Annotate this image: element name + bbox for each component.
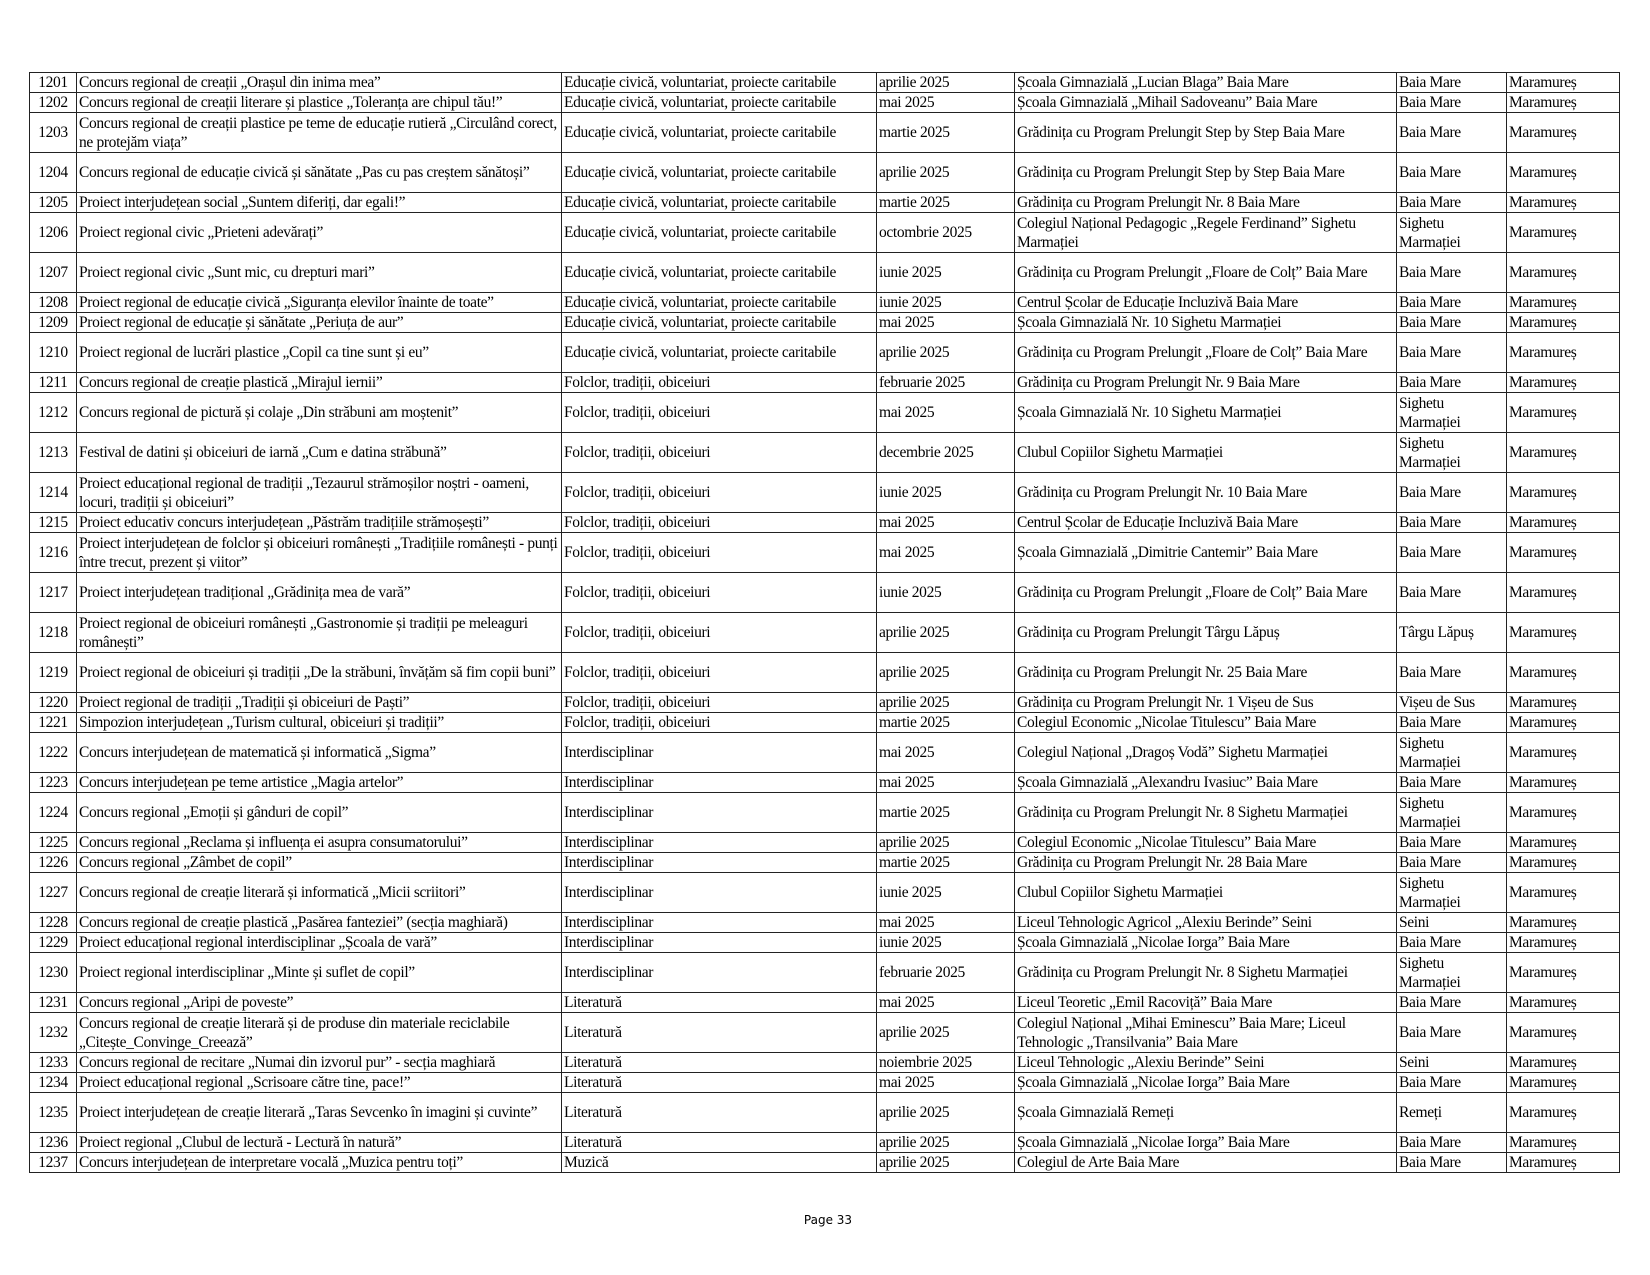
locality-cell: Baia Mare — [1397, 853, 1507, 873]
project-domain-cell: Interdisciplinar — [562, 853, 877, 873]
project-period-cell: mai 2025 — [877, 313, 1015, 333]
project-domain-cell: Educație civică, voluntariat, proiecte caritabile — [562, 153, 877, 193]
organizer-institution-cell: Grădinița cu Program Prelungit Step by Step Baia Mare — [1015, 113, 1397, 153]
project-title-cell: Concurs regional de creație plastică „Mirajul iernii” — [77, 373, 562, 393]
county-cell: Maramureș — [1507, 733, 1620, 773]
project-domain-cell: Literatură — [562, 1053, 877, 1073]
table-row — [30, 73, 1620, 93]
project-title-cell: Proiect regional de lucrări plastice „Copil ca tine sunt și eu” — [77, 333, 562, 373]
project-domain-cell: Literatură — [562, 993, 877, 1013]
county-cell: Maramureș — [1507, 93, 1620, 113]
locality-cell: Baia Mare — [1397, 333, 1507, 373]
projects-table — [29, 72, 1620, 1173]
table-row — [30, 733, 1620, 773]
project-domain-cell: Folclor, tradiții, obiceiuri — [562, 573, 877, 613]
county-cell: Maramureș — [1507, 1093, 1620, 1133]
project-title-cell: Proiect educativ concurs interjudețean „Păstrăm tradițiile strămoșești” — [77, 513, 562, 533]
project-period-cell: decembrie 2025 — [877, 433, 1015, 473]
project-title-cell: Concurs regional de recitare „Numai din izvorul pur” - secția maghiară — [77, 1053, 562, 1073]
organizer-institution-cell: Centrul Școlar de Educație Incluzivă Baia Mare — [1015, 513, 1397, 533]
project-period-cell: martie 2025 — [877, 793, 1015, 833]
project-period-cell: aprilie 2025 — [877, 1133, 1015, 1153]
row-number-cell: 1215 — [30, 513, 77, 533]
row-number-cell: 1228 — [30, 913, 77, 933]
project-period-cell: iunie 2025 — [877, 253, 1015, 293]
county-cell: Maramureș — [1507, 833, 1620, 853]
table-row — [30, 313, 1620, 333]
locality-cell: Baia Mare — [1397, 1073, 1507, 1093]
row-number-cell: 1229 — [30, 933, 77, 953]
project-title-cell: Proiect regional de obiceiuri românești „Gastronomie și tradiții pe meleaguri românești” — [77, 613, 562, 653]
project-period-cell: martie 2025 — [877, 193, 1015, 213]
row-number-cell: 1237 — [30, 1153, 77, 1173]
organizer-institution-cell: Grădinița cu Program Prelungit Nr. 25 Baia Mare — [1015, 653, 1397, 693]
project-period-cell: iunie 2025 — [877, 873, 1015, 913]
locality-cell: Baia Mare — [1397, 713, 1507, 733]
table-row — [30, 153, 1620, 193]
county-cell: Maramureș — [1507, 113, 1620, 153]
row-number-cell: 1210 — [30, 333, 77, 373]
project-period-cell: aprilie 2025 — [877, 1093, 1015, 1133]
county-cell: Maramureș — [1507, 793, 1620, 833]
organizer-institution-cell: Colegiul Național „Dragoș Vodă” Sighetu Marmației — [1015, 733, 1397, 773]
row-number-cell: 1211 — [30, 373, 77, 393]
project-period-cell: mai 2025 — [877, 1073, 1015, 1093]
project-period-cell: iunie 2025 — [877, 293, 1015, 313]
project-period-cell: mai 2025 — [877, 393, 1015, 433]
county-cell: Maramureș — [1507, 613, 1620, 653]
organizer-institution-cell: Clubul Copiilor Sighetu Marmației — [1015, 433, 1397, 473]
organizer-institution-cell: Școala Gimnazială „Nicolae Iorga” Baia Mare — [1015, 933, 1397, 953]
row-number-cell: 1214 — [30, 473, 77, 513]
project-title-cell: Concurs regional „Reclama și influența ei asupra consumatorului” — [77, 833, 562, 853]
organizer-institution-cell: Școala Gimnazială Nr. 10 Sighetu Marmației — [1015, 313, 1397, 333]
project-title-cell: Concurs interjudețean pe teme artistice „Magia artelor” — [77, 773, 562, 793]
project-domain-cell: Folclor, tradiții, obiceiuri — [562, 513, 877, 533]
locality-cell: Baia Mare — [1397, 1013, 1507, 1053]
project-domain-cell: Educație civică, voluntariat, proiecte caritabile — [562, 113, 877, 153]
project-period-cell: iunie 2025 — [877, 473, 1015, 513]
locality-cell: Baia Mare — [1397, 513, 1507, 533]
organizer-institution-cell: Colegiul Național Pedagogic „Regele Ferdinand” Sighetu Marmației — [1015, 213, 1397, 253]
project-title-cell: Concurs regional de creație literară și de produse din materiale reciclabile „Citește_Convinge_Creează” — [77, 1013, 562, 1053]
table-row — [30, 373, 1620, 393]
row-number-cell: 1205 — [30, 193, 77, 213]
table-row — [30, 833, 1620, 853]
locality-cell: Baia Mare — [1397, 993, 1507, 1013]
table-row — [30, 393, 1620, 433]
table-row — [30, 1013, 1620, 1053]
locality-cell: Baia Mare — [1397, 313, 1507, 333]
organizer-institution-cell: Colegiul Economic „Nicolae Titulescu” Baia Mare — [1015, 713, 1397, 733]
county-cell: Maramureș — [1507, 1073, 1620, 1093]
organizer-institution-cell: Școala Gimnazială „Dimitrie Cantemir” Baia Mare — [1015, 533, 1397, 573]
row-number-cell: 1225 — [30, 833, 77, 853]
locality-cell: Baia Mare — [1397, 833, 1507, 853]
table-row — [30, 653, 1620, 693]
project-title-cell: Concurs regional de creații literare și plastice „Toleranța are chipul tău!” — [77, 93, 562, 113]
project-title-cell: Concurs regional de educație civică și sănătate „Pas cu pas creștem sănătoși” — [77, 153, 562, 193]
project-domain-cell: Educație civică, voluntariat, proiecte caritabile — [562, 293, 877, 313]
table-row — [30, 773, 1620, 793]
organizer-institution-cell: Grădinița cu Program Prelungit Nr. 8 Baia Mare — [1015, 193, 1397, 213]
table-row — [30, 1093, 1620, 1133]
county-cell: Maramureș — [1507, 573, 1620, 613]
organizer-institution-cell: Grădinița cu Program Prelungit „Floare de Colț” Baia Mare — [1015, 333, 1397, 373]
project-period-cell: iunie 2025 — [877, 933, 1015, 953]
table-row — [30, 953, 1620, 993]
table-row — [30, 253, 1620, 293]
project-title-cell: Proiect educațional regional interdisciplinar „Școala de vară” — [77, 933, 562, 953]
project-title-cell: Proiect regional „Clubul de lectură - Lectură în natură” — [77, 1133, 562, 1153]
organizer-institution-cell: Grădinița cu Program Prelungit „Floare de Colț” Baia Mare — [1015, 253, 1397, 293]
table-row — [30, 713, 1620, 733]
project-period-cell: mai 2025 — [877, 913, 1015, 933]
locality-cell: Baia Mare — [1397, 1153, 1507, 1173]
locality-cell: Baia Mare — [1397, 73, 1507, 93]
project-domain-cell: Folclor, tradiții, obiceiuri — [562, 533, 877, 573]
county-cell: Maramureș — [1507, 513, 1620, 533]
project-domain-cell: Literatură — [562, 1133, 877, 1153]
project-domain-cell: Interdisciplinar — [562, 913, 877, 933]
project-domain-cell: Literatură — [562, 1013, 877, 1053]
county-cell: Maramureș — [1507, 213, 1620, 253]
locality-cell: Vișeu de Sus — [1397, 693, 1507, 713]
locality-cell: Baia Mare — [1397, 1133, 1507, 1153]
organizer-institution-cell: Grădinița cu Program Prelungit „Floare de Colț” Baia Mare — [1015, 573, 1397, 613]
row-number-cell: 1203 — [30, 113, 77, 153]
locality-cell: Sighetu Marmației — [1397, 733, 1507, 773]
county-cell: Maramureș — [1507, 713, 1620, 733]
county-cell: Maramureș — [1507, 373, 1620, 393]
county-cell: Maramureș — [1507, 393, 1620, 433]
organizer-institution-cell: Liceul Tehnologic Agricol „Alexiu Berinde” Seini — [1015, 913, 1397, 933]
row-number-cell: 1206 — [30, 213, 77, 253]
county-cell: Maramureș — [1507, 1133, 1620, 1153]
project-domain-cell: Folclor, tradiții, obiceiuri — [562, 653, 877, 693]
project-domain-cell: Folclor, tradiții, obiceiuri — [562, 433, 877, 473]
row-number-cell: 1224 — [30, 793, 77, 833]
table-row — [30, 1073, 1620, 1093]
row-number-cell: 1209 — [30, 313, 77, 333]
table-row — [30, 333, 1620, 373]
row-number-cell: 1208 — [30, 293, 77, 313]
county-cell: Maramureș — [1507, 913, 1620, 933]
project-domain-cell: Muzică — [562, 1153, 877, 1173]
locality-cell: Sighetu Marmației — [1397, 393, 1507, 433]
row-number-cell: 1226 — [30, 853, 77, 873]
organizer-institution-cell: Școala Gimnazială Remeți — [1015, 1093, 1397, 1133]
organizer-institution-cell: Grădinița cu Program Prelungit Nr. 8 Sighetu Marmației — [1015, 953, 1397, 993]
row-number-cell: 1231 — [30, 993, 77, 1013]
table-row — [30, 213, 1620, 253]
project-title-cell: Proiect interjudețean de folclor și obiceiuri românești „Tradițiile românești - punți între trecut, prezent și viitor” — [77, 533, 562, 573]
project-period-cell: aprilie 2025 — [877, 1013, 1015, 1053]
project-domain-cell: Educație civică, voluntariat, proiecte caritabile — [562, 333, 877, 373]
locality-cell: Sighetu Marmației — [1397, 873, 1507, 913]
project-domain-cell: Educație civică, voluntariat, proiecte caritabile — [562, 73, 877, 93]
project-period-cell: aprilie 2025 — [877, 693, 1015, 713]
organizer-institution-cell: Grădinița cu Program Prelungit Nr. 10 Baia Mare — [1015, 473, 1397, 513]
project-title-cell: Concurs regional „Aripi de poveste” — [77, 993, 562, 1013]
project-period-cell: aprilie 2025 — [877, 333, 1015, 373]
locality-cell: Baia Mare — [1397, 253, 1507, 293]
project-period-cell: februarie 2025 — [877, 953, 1015, 993]
table-row — [30, 993, 1620, 1013]
table-row — [30, 913, 1620, 933]
locality-cell: Sighetu Marmației — [1397, 433, 1507, 473]
locality-cell: Sighetu Marmației — [1397, 793, 1507, 833]
county-cell: Maramureș — [1507, 473, 1620, 513]
locality-cell: Baia Mare — [1397, 293, 1507, 313]
locality-cell: Baia Mare — [1397, 653, 1507, 693]
table-row — [30, 793, 1620, 833]
row-number-cell: 1220 — [30, 693, 77, 713]
organizer-institution-cell: Liceul Tehnologic „Alexiu Berinde” Seini — [1015, 1053, 1397, 1073]
row-number-cell: 1223 — [30, 773, 77, 793]
project-period-cell: iunie 2025 — [877, 573, 1015, 613]
county-cell: Maramureș — [1507, 293, 1620, 313]
project-period-cell: noiembrie 2025 — [877, 1053, 1015, 1073]
project-period-cell: aprilie 2025 — [877, 1153, 1015, 1173]
project-title-cell: Concurs interjudețean de interpretare vocală „Muzica pentru toți” — [77, 1153, 562, 1173]
project-domain-cell: Folclor, tradiții, obiceiuri — [562, 393, 877, 433]
project-domain-cell: Interdisciplinar — [562, 773, 877, 793]
project-period-cell: aprilie 2025 — [877, 73, 1015, 93]
county-cell: Maramureș — [1507, 933, 1620, 953]
table-row — [30, 433, 1620, 473]
locality-cell: Seini — [1397, 913, 1507, 933]
county-cell: Maramureș — [1507, 1013, 1620, 1053]
row-number-cell: 1213 — [30, 433, 77, 473]
project-domain-cell: Educație civică, voluntariat, proiecte caritabile — [562, 313, 877, 333]
county-cell: Maramureș — [1507, 653, 1620, 693]
row-number-cell: 1235 — [30, 1093, 77, 1133]
locality-cell: Baia Mare — [1397, 773, 1507, 793]
project-title-cell: Proiect regional civic „Sunt mic, cu drepturi mari” — [77, 253, 562, 293]
table-row — [30, 193, 1620, 213]
row-number-cell: 1218 — [30, 613, 77, 653]
row-number-cell: 1227 — [30, 873, 77, 913]
project-period-cell: aprilie 2025 — [877, 613, 1015, 653]
project-period-cell: mai 2025 — [877, 733, 1015, 773]
project-domain-cell: Folclor, tradiții, obiceiuri — [562, 473, 877, 513]
project-title-cell: Proiect regional civic „Prieteni adevărați” — [77, 213, 562, 253]
project-period-cell: mai 2025 — [877, 773, 1015, 793]
locality-cell: Baia Mare — [1397, 573, 1507, 613]
organizer-institution-cell: Grădinița cu Program Prelungit Nr. 1 Vișeu de Sus — [1015, 693, 1397, 713]
project-title-cell: Proiect regional de educație și sănătate „Periuța de aur” — [77, 313, 562, 333]
organizer-institution-cell: Clubul Copiilor Sighetu Marmației — [1015, 873, 1397, 913]
table-row — [30, 473, 1620, 513]
locality-cell: Baia Mare — [1397, 93, 1507, 113]
table-row — [30, 933, 1620, 953]
table-row — [30, 1053, 1620, 1073]
project-title-cell: Concurs regional de creație plastică „Pasărea fanteziei” (secția maghiară) — [77, 913, 562, 933]
table-row — [30, 293, 1620, 313]
project-domain-cell: Educație civică, voluntariat, proiecte caritabile — [562, 213, 877, 253]
county-cell: Maramureș — [1507, 873, 1620, 913]
project-period-cell: martie 2025 — [877, 713, 1015, 733]
project-title-cell: Concurs regional de creație literară și informatică „Micii scriitori” — [77, 873, 562, 913]
project-title-cell: Simpozion interjudețean „Turism cultural, obiceiuri și tradiții” — [77, 713, 562, 733]
row-number-cell: 1212 — [30, 393, 77, 433]
project-domain-cell: Interdisciplinar — [562, 733, 877, 773]
organizer-institution-cell: Colegiul Național „Mihai Eminescu” Baia Mare; Liceul Tehnologic „Transilvania” Baia Mare — [1015, 1013, 1397, 1053]
project-title-cell: Proiect regional interdisciplinar „Minte și suflet de copil” — [77, 953, 562, 993]
row-number-cell: 1222 — [30, 733, 77, 773]
organizer-institution-cell: Școala Gimnazială „Lucian Blaga” Baia Mare — [1015, 73, 1397, 93]
table-row — [30, 573, 1620, 613]
organizer-institution-cell: Grădinița cu Program Prelungit Târgu Lăpuș — [1015, 613, 1397, 653]
row-number-cell: 1233 — [30, 1053, 77, 1073]
row-number-cell: 1221 — [30, 713, 77, 733]
locality-cell: Seini — [1397, 1053, 1507, 1073]
locality-cell: Sighetu Marmației — [1397, 953, 1507, 993]
project-title-cell: Proiect regional de tradiții „Tradiții și obiceiuri de Paști” — [77, 693, 562, 713]
organizer-institution-cell: Colegiul Economic „Nicolae Titulescu” Baia Mare — [1015, 833, 1397, 853]
organizer-institution-cell: Școala Gimnazială „Mihail Sadoveanu” Baia Mare — [1015, 93, 1397, 113]
project-title-cell: Proiect regional de educație civică „Siguranța elevilor înainte de toate” — [77, 293, 562, 313]
project-title-cell: Concurs interjudețean de matematică și informatică „Sigma” — [77, 733, 562, 773]
project-domain-cell: Folclor, tradiții, obiceiuri — [562, 373, 877, 393]
project-title-cell: Concurs regional „Emoții și gânduri de copil” — [77, 793, 562, 833]
county-cell: Maramureș — [1507, 693, 1620, 713]
organizer-institution-cell: Grădinița cu Program Prelungit Nr. 8 Sighetu Marmației — [1015, 793, 1397, 833]
county-cell: Maramureș — [1507, 993, 1620, 1013]
project-period-cell: mai 2025 — [877, 533, 1015, 573]
project-period-cell: octombrie 2025 — [877, 213, 1015, 253]
row-number-cell: 1234 — [30, 1073, 77, 1093]
organizer-institution-cell: Școala Gimnazială Nr. 10 Sighetu Marmației — [1015, 393, 1397, 433]
project-domain-cell: Educație civică, voluntariat, proiecte caritabile — [562, 193, 877, 213]
project-title-cell: Concurs regional de creații „Orașul din inima mea” — [77, 73, 562, 93]
organizer-institution-cell: Centrul Școlar de Educație Incluzivă Baia Mare — [1015, 293, 1397, 313]
project-domain-cell: Interdisciplinar — [562, 873, 877, 913]
project-domain-cell: Folclor, tradiții, obiceiuri — [562, 613, 877, 653]
county-cell: Maramureș — [1507, 313, 1620, 333]
project-period-cell: mai 2025 — [877, 93, 1015, 113]
county-cell: Maramureș — [1507, 73, 1620, 93]
project-title-cell: Proiect interjudețean de creație literară „Taras Sevcenko în imagini și cuvinte” — [77, 1093, 562, 1133]
row-number-cell: 1202 — [30, 93, 77, 113]
project-domain-cell: Folclor, tradiții, obiceiuri — [562, 713, 877, 733]
project-period-cell: aprilie 2025 — [877, 833, 1015, 853]
row-number-cell: 1207 — [30, 253, 77, 293]
project-period-cell: februarie 2025 — [877, 373, 1015, 393]
organizer-institution-cell: Școala Gimnazială „Nicolae Iorga” Baia Mare — [1015, 1133, 1397, 1153]
county-cell: Maramureș — [1507, 1153, 1620, 1173]
locality-cell: Baia Mare — [1397, 533, 1507, 573]
county-cell: Maramureș — [1507, 253, 1620, 293]
project-domain-cell: Literatură — [562, 1093, 877, 1133]
project-title-cell: Proiect interjudețean tradițional „Grădinița mea de vară” — [77, 573, 562, 613]
table-row — [30, 113, 1620, 153]
row-number-cell: 1204 — [30, 153, 77, 193]
county-cell: Maramureș — [1507, 1053, 1620, 1073]
project-title-cell: Proiect interjudețean social „Suntem diferiți, dar egali!” — [77, 193, 562, 213]
row-number-cell: 1217 — [30, 573, 77, 613]
page-number: Page 33 — [803, 1213, 853, 1227]
locality-cell: Baia Mare — [1397, 473, 1507, 513]
organizer-institution-cell: Școala Gimnazială „Nicolae Iorga” Baia Mare — [1015, 1073, 1397, 1093]
table-body — [30, 73, 1620, 1173]
project-period-cell: mai 2025 — [877, 513, 1015, 533]
organizer-institution-cell: Grădinița cu Program Prelungit Nr. 9 Baia Mare — [1015, 373, 1397, 393]
county-cell: Maramureș — [1507, 193, 1620, 213]
organizer-institution-cell: Colegiul de Arte Baia Mare — [1015, 1153, 1397, 1173]
project-title-cell: Concurs regional „Zâmbet de copil” — [77, 853, 562, 873]
row-number-cell: 1201 — [30, 73, 77, 93]
table-row — [30, 853, 1620, 873]
project-title-cell: Proiect regional de obiceiuri și tradiții „De la străbuni, învățăm să fim copii buni” — [77, 653, 562, 693]
organizer-institution-cell: Grădinița cu Program Prelungit Nr. 28 Baia Mare — [1015, 853, 1397, 873]
table-row — [30, 873, 1620, 913]
project-period-cell: martie 2025 — [877, 853, 1015, 873]
locality-cell: Remeți — [1397, 1093, 1507, 1133]
table-row — [30, 93, 1620, 113]
row-number-cell: 1236 — [30, 1133, 77, 1153]
project-domain-cell: Educație civică, voluntariat, proiecte caritabile — [562, 93, 877, 113]
locality-cell: Baia Mare — [1397, 933, 1507, 953]
project-domain-cell: Interdisciplinar — [562, 793, 877, 833]
table-row — [30, 693, 1620, 713]
row-number-cell: 1230 — [30, 953, 77, 993]
project-period-cell: aprilie 2025 — [877, 153, 1015, 193]
county-cell: Maramureș — [1507, 333, 1620, 373]
project-domain-cell: Folclor, tradiții, obiceiuri — [562, 693, 877, 713]
county-cell: Maramureș — [1507, 953, 1620, 993]
project-period-cell: martie 2025 — [877, 113, 1015, 153]
project-domain-cell: Interdisciplinar — [562, 833, 877, 853]
locality-cell: Sighetu Marmației — [1397, 213, 1507, 253]
table-row — [30, 513, 1620, 533]
county-cell: Maramureș — [1507, 533, 1620, 573]
organizer-institution-cell: Grădinița cu Program Prelungit Step by Step Baia Mare — [1015, 153, 1397, 193]
locality-cell: Baia Mare — [1397, 373, 1507, 393]
project-period-cell: aprilie 2025 — [877, 653, 1015, 693]
table-row — [30, 533, 1620, 573]
locality-cell: Baia Mare — [1397, 153, 1507, 193]
project-title-cell: Proiect educațional regional de tradiții „Tezaurul strămoșilor noștri - oameni, locuri, tradiții și obiceiuri” — [77, 473, 562, 513]
table-row — [30, 1133, 1620, 1153]
project-title-cell: Festival de datini și obiceiuri de iarnă „Cum e datina străbună” — [77, 433, 562, 473]
table-row — [30, 1153, 1620, 1173]
project-title-cell: Concurs regional de creații plastice pe teme de educație rutieră „Circulând corect, ne protejăm viața” — [77, 113, 562, 153]
table-row — [30, 613, 1620, 653]
county-cell: Maramureș — [1507, 853, 1620, 873]
project-title-cell: Concurs regional de pictură și colaje „Din străbuni am moștenit” — [77, 393, 562, 433]
county-cell: Maramureș — [1507, 153, 1620, 193]
row-number-cell: 1219 — [30, 653, 77, 693]
locality-cell: Baia Mare — [1397, 193, 1507, 213]
county-cell: Maramureș — [1507, 433, 1620, 473]
project-domain-cell: Literatură — [562, 1073, 877, 1093]
project-domain-cell: Interdisciplinar — [562, 933, 877, 953]
organizer-institution-cell: Școala Gimnazială „Alexandru Ivasiuc” Baia Mare — [1015, 773, 1397, 793]
project-title-cell: Proiect educațional regional „Scrisoare către tine, pace!” — [77, 1073, 562, 1093]
project-domain-cell: Educație civică, voluntariat, proiecte caritabile — [562, 253, 877, 293]
locality-cell: Baia Mare — [1397, 113, 1507, 153]
locality-cell: Târgu Lăpuș — [1397, 613, 1507, 653]
project-domain-cell: Interdisciplinar — [562, 953, 877, 993]
row-number-cell: 1232 — [30, 1013, 77, 1053]
project-period-cell: mai 2025 — [877, 993, 1015, 1013]
organizer-institution-cell: Liceul Teoretic „Emil Racoviță” Baia Mare — [1015, 993, 1397, 1013]
county-cell: Maramureș — [1507, 773, 1620, 793]
row-number-cell: 1216 — [30, 533, 77, 573]
